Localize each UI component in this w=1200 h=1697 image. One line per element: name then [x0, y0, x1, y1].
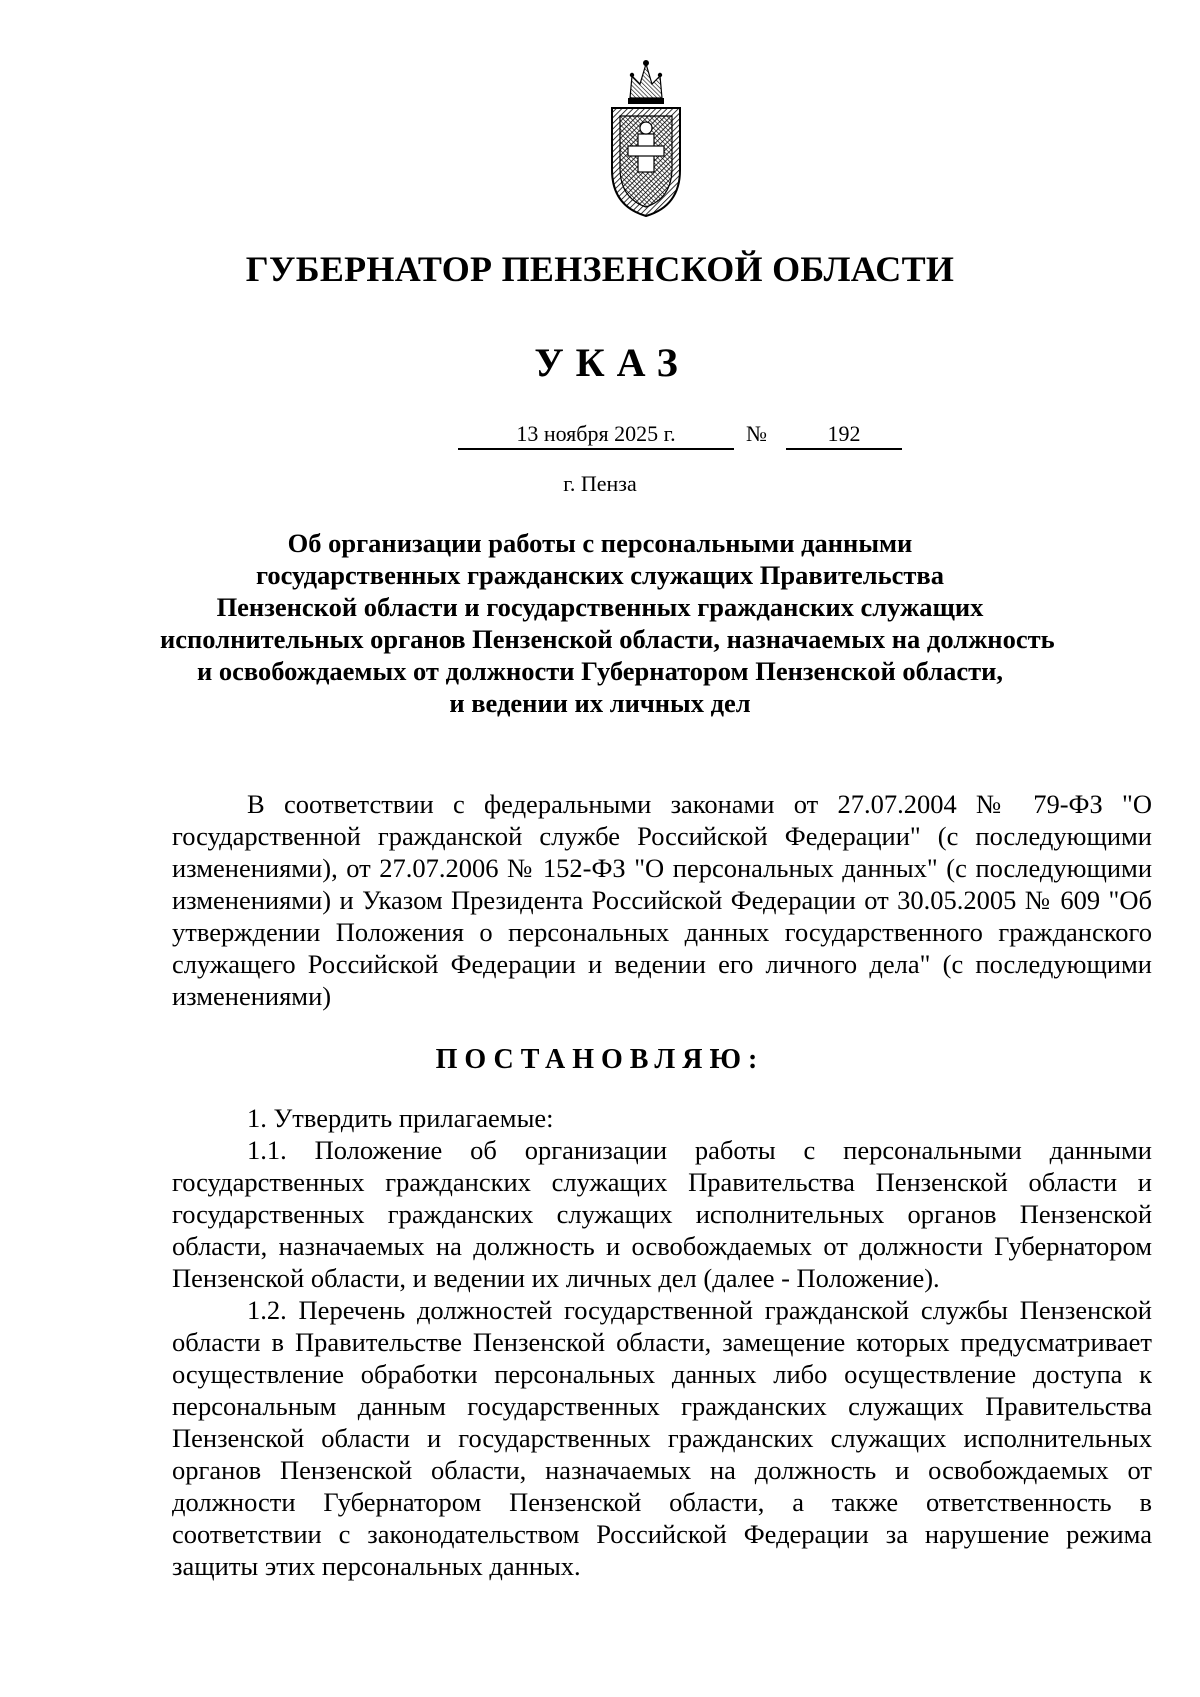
title-line: исполнительных органов Пензенской области, назначаемых на должность [160, 624, 1055, 654]
resolve-heading: ПОСТАНОВЛЯЮ: [435, 1044, 765, 1075]
preamble-paragraph: В соответствии с федеральными законами от 27.07.2004 № 79-ФЗ "О государственной гражданской службе Российской Федерации" (с последующими изменениями), от 27.07.2006 № 152-ФЗ "О персональных данных" (с последующими изменениями) и Указом Президента Российской Федерации от 30.05.2005 № 609 "Об утверждении Положения о персональных данных государственного гражданского служащего Российской Федерации и ведении его личного дела" (с последующими изменениями) [172, 789, 1152, 1011]
date-number-line [0, 420, 1200, 454]
title-line: Пензенской области и государственных гражданских служащих [216, 592, 984, 622]
document-date: 13 ноября 2025 г. [458, 420, 734, 450]
resolution-item-1: 1. Утвердить прилагаемые: [247, 1103, 554, 1133]
title-line: и ведении их личных дел [449, 688, 751, 718]
title-line: Об организации работы с персональными данными [287, 528, 913, 558]
issue-city: г. Пенза [563, 471, 637, 496]
document-title [160, 527, 1055, 719]
issuing-authority: ГУБЕРНАТОР ПЕНЗЕНСКОЙ ОБЛАСТИ [245, 249, 955, 289]
preamble-block [172, 788, 1152, 1012]
title-line: государственных гражданских служащих Правительства [256, 560, 944, 590]
document-number: 192 [786, 420, 902, 450]
resolution-item-1-1: 1.1. Положение об организации работы с персональными данными государственных гражданских служащих Правительства Пензенской области и государственных гражданских служащих исполнительных органов Пензенской области, назначаемых на должность и освобождаемых от должности Губернатором Пензенской области, и ведении их личных дел (далее - Положение). [172, 1135, 1152, 1293]
resolution-item-1-2: 1.2. Перечень должностей государственной гражданской службы Пензенской области в Правительстве Пензенской области, замещение которых предусматривает осуществление обработки персональных данных либо осуществление доступа к персональным данным государственных гражданских служащих Правительства Пензенской области и государственных гражданских служащих исполнительных органов Пензенской области, назначаемых на должность и освобождаемых от должности Губернатором Пензенской области, а также ответственность в соответствии с законодательством Российской Федерации за нарушение режима защиты этих персональных данных. [172, 1295, 1152, 1581]
title-line: и освобождаемых от должности Губернатором Пензенской области, [197, 656, 1003, 686]
resolution-items [172, 1102, 1152, 1582]
pensa-coat-of-arms-icon [604, 58, 688, 218]
document-type: УКАЗ [534, 340, 690, 385]
number-sign: № [746, 421, 767, 446]
